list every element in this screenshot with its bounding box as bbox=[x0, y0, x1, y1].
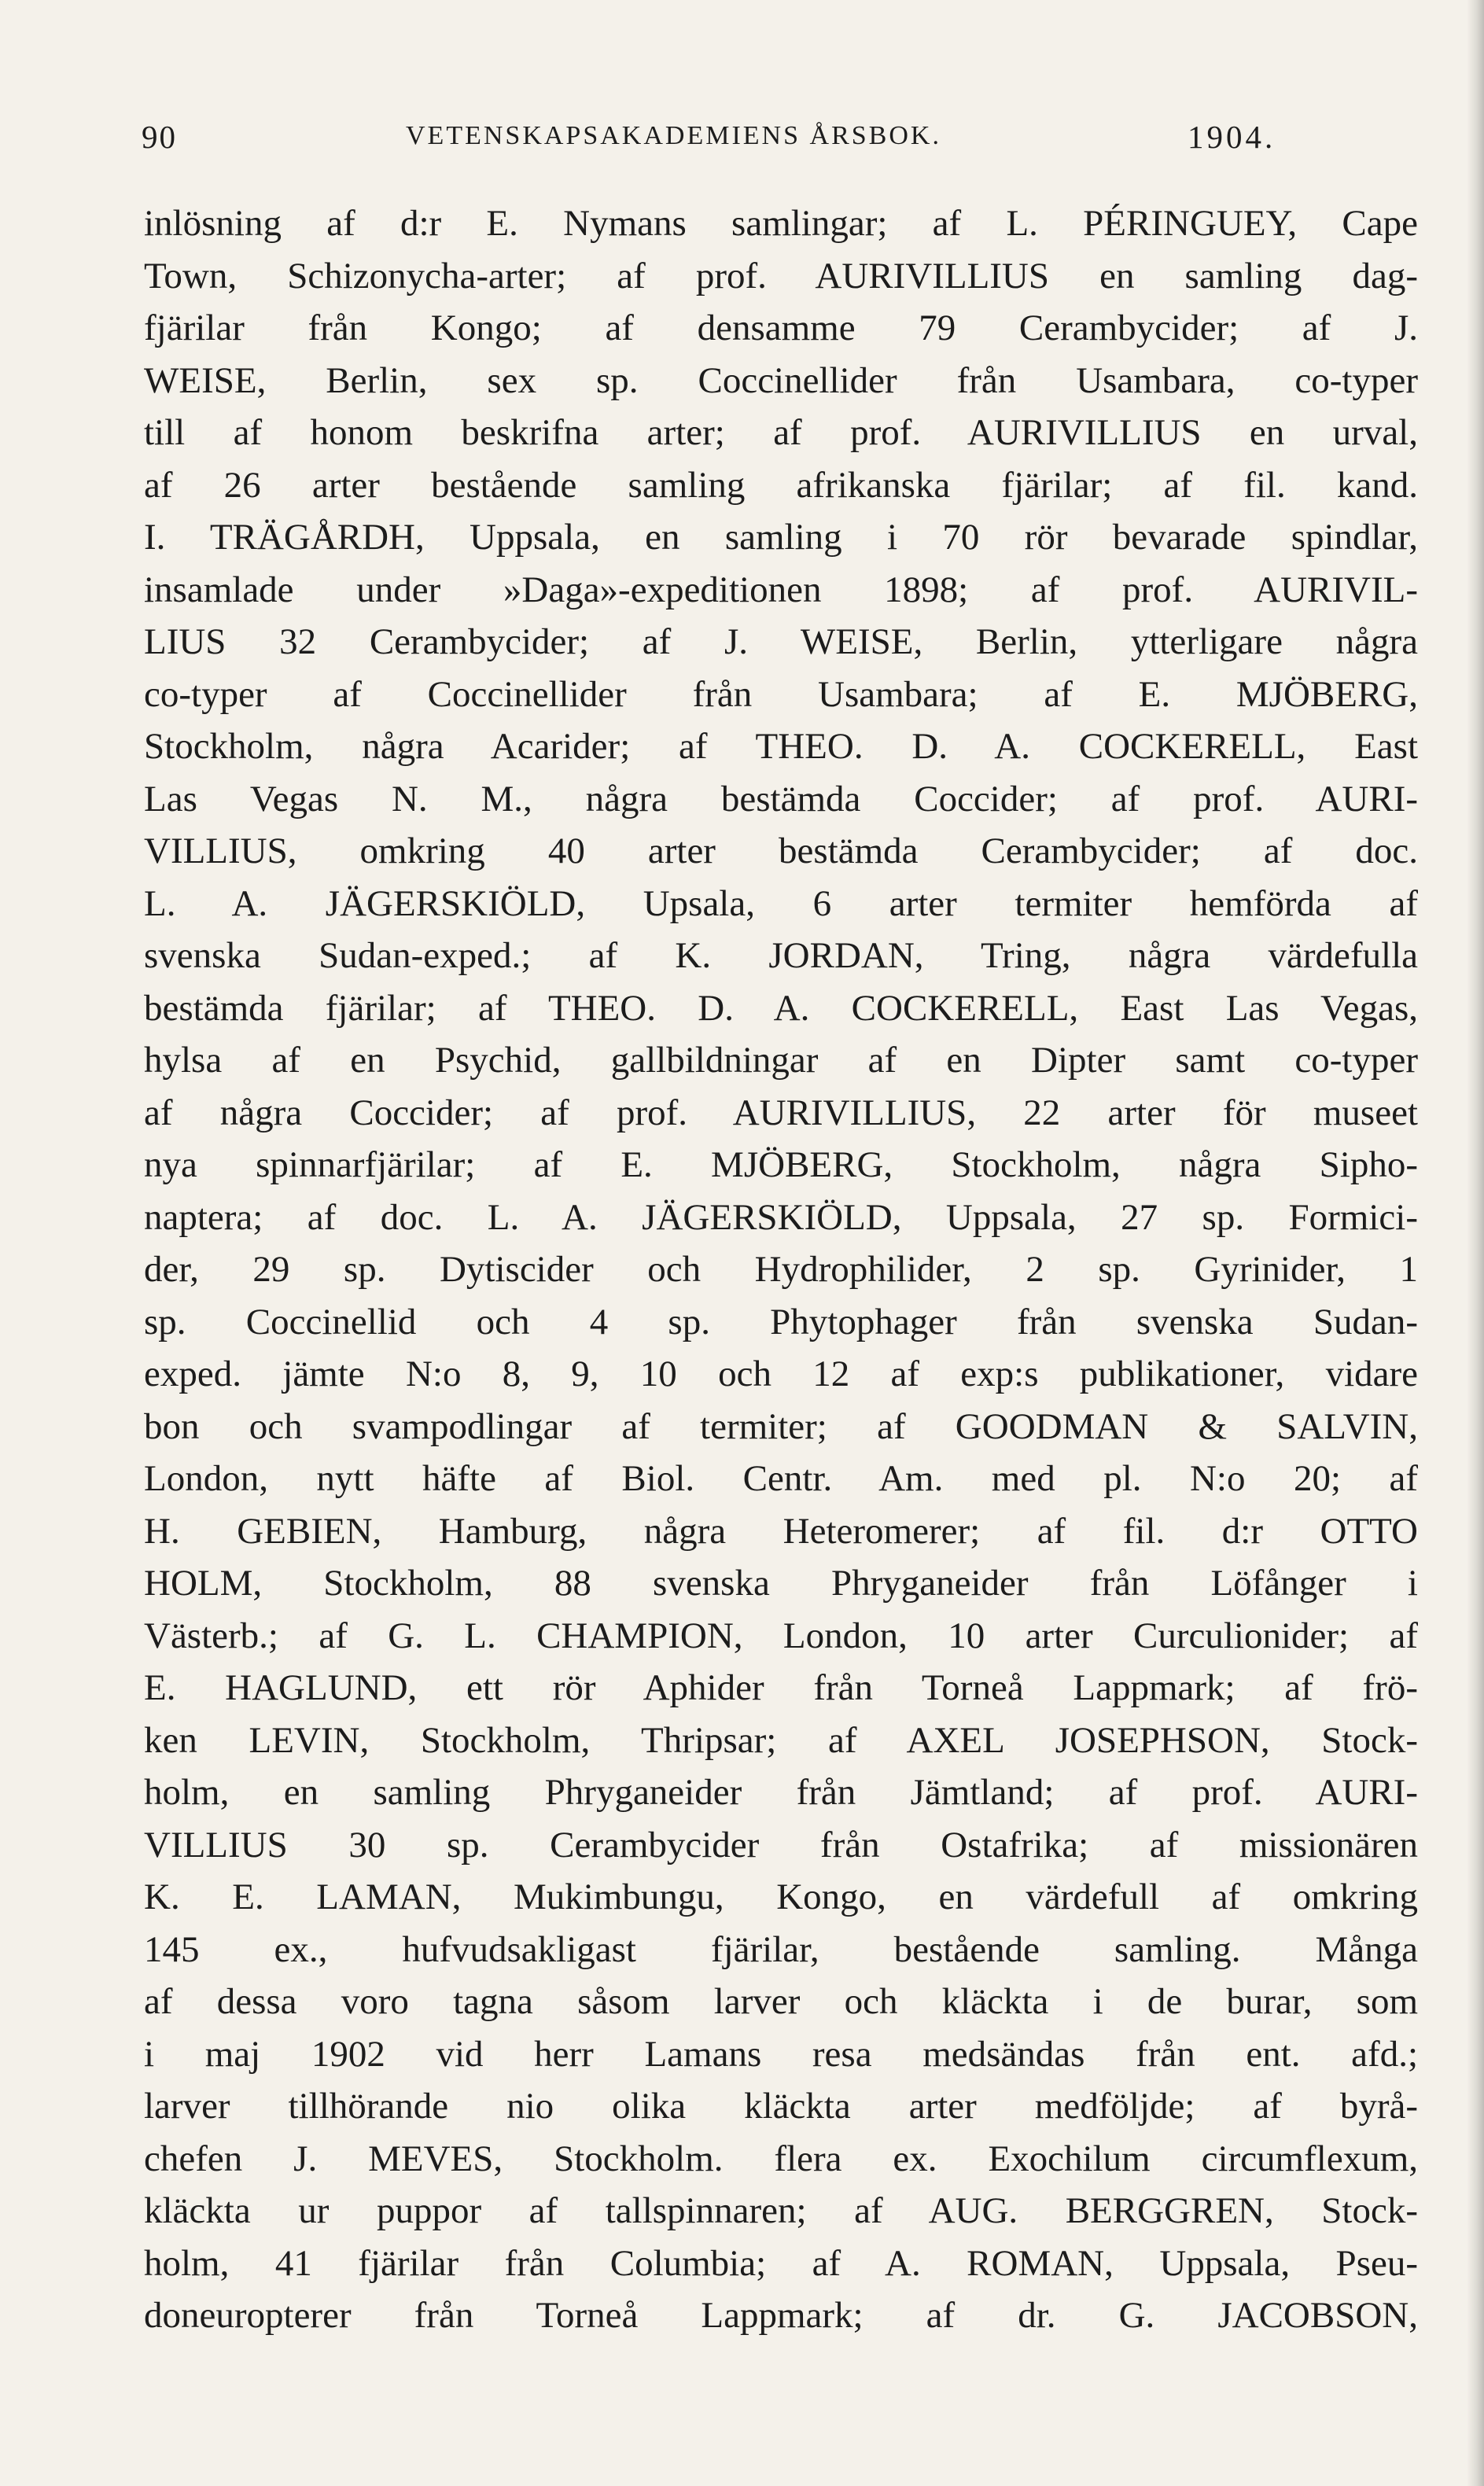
text-line: sp. Coccinellid och 4 sp. Phytophager från svenska Sudan- bbox=[144, 1301, 1418, 1342]
text-line: larver tillhörande nio olika kläckta arter medföljde; af byrå- bbox=[144, 2086, 1418, 2127]
text-line: Västerb.; af G. L. CHAMPION, London, 10 arter Curculionider; af bbox=[144, 1615, 1418, 1656]
text-line: exped. jämte N:o 8, 9, 10 och 12 af exp:s publikationer, vidare bbox=[144, 1353, 1418, 1394]
text-line: K. E. LAMAN, Mukimbungu, Kongo, en värdefull af omkring bbox=[144, 1876, 1418, 1917]
text-line: nya spinnarfjärilar; af E. MJÖBERG, Stockholm, några Sipho- bbox=[144, 1144, 1418, 1185]
text-line: af 26 arter bestående samling afrikanska fjärilar; af fil. kand. bbox=[144, 464, 1418, 506]
text-line: HOLM, Stockholm, 88 svenska Phryganeider från Löfånger i bbox=[144, 1563, 1418, 1604]
text-line: der, 29 sp. Dytiscider och Hydrophilider, 2 sp. Gyrinider, 1 bbox=[144, 1249, 1418, 1290]
text-line: WEISE, Berlin, sex sp. Coccinellider från Usambara, co-typer bbox=[144, 359, 1418, 401]
text-line: H. GEBIEN, Hamburg, några Heteromerer; af fil. d:r OTTO bbox=[144, 1510, 1418, 1552]
text-line: till af honom beskrifna arter; af prof. AURIVILLIUS en urval, bbox=[144, 412, 1418, 453]
text-line: insamlade under »Daga»-expeditionen 1898; af prof. AURIVIL- bbox=[144, 569, 1418, 610]
text-line: af några Coccider; af prof. AURIVILLIUS, 22 arter för museet bbox=[144, 1092, 1418, 1133]
running-head: VETENSKAPSAKADEMIENS ÅRSBOK. bbox=[406, 121, 941, 150]
page-edge-shadow bbox=[1467, 0, 1484, 2486]
text-line: holm, 41 fjärilar från Columbia; af A. ROMAN, Uppsala, Pseu- bbox=[144, 2242, 1418, 2284]
page-header bbox=[142, 118, 1417, 165]
text-line: VILLIUS, omkring 40 arter bestämda Cerambycider; af doc. bbox=[144, 831, 1418, 871]
text-line: ken LEVIN, Stockholm, Thripsar; af AXEL JOSEPHSON, Stock- bbox=[144, 1719, 1418, 1761]
text-line: af dessa voro tagna såsom larver och kläckta i de burar, som bbox=[144, 1981, 1418, 2022]
text-line: naptera; af doc. L. A. JÄGERSKIÖLD, Uppsala, 27 sp. Formici- bbox=[144, 1196, 1418, 1238]
text-line: VILLIUS 30 sp. Cerambycider från Ostafrika; af missionären bbox=[144, 1824, 1418, 1865]
text-line: doneuropterer från Torneå Lappmark; af dr. G. JACOBSON, bbox=[144, 2295, 1418, 2336]
text-line: Town, Schizonycha-arter; af prof. AURIVILLIUS en samling dag- bbox=[144, 255, 1418, 296]
text-line: Stockholm, några Acarider; af THEO. D. A. COCKERELL, East bbox=[144, 726, 1418, 767]
text-line: E. HAGLUND, ett rör Aphider från Torneå Lappmark; af frö- bbox=[144, 1667, 1418, 1708]
text-line: svenska Sudan-exped.; af K. JORDAN, Tring, några värdefulla bbox=[144, 935, 1418, 976]
text-line: kläckta ur puppor af tallspinnaren; af AUG. BERGGREN, Stock- bbox=[144, 2190, 1418, 2231]
header-year: 1904. bbox=[1188, 119, 1276, 155]
text-line: inlösning af d:r E. Nymans samlingar; af L. PÉRINGUEY, Cape bbox=[144, 203, 1418, 244]
text-line: i maj 1902 vid herr Lamans resa medsändas från ent. afd.; bbox=[144, 2033, 1418, 2075]
text-line: London, nytt häfte af Biol. Centr. Am. med pl. N:o 20; af bbox=[144, 1458, 1418, 1499]
text-line: bon och svampodlingar af termiter; af GOODMAN & SALVIN, bbox=[144, 1405, 1418, 1447]
body-text bbox=[144, 197, 1418, 2342]
text-line: fjärilar från Kongo; af densamme 79 Cerambycider; af J. bbox=[144, 308, 1418, 348]
text-line: 145 ex., hufvudsakligast fjärilar, bestående samling. Många bbox=[144, 1928, 1418, 1970]
text-line: bestämda fjärilar; af THEO. D. A. COCKERELL, East Las Vegas, bbox=[144, 987, 1418, 1029]
text-line: LIUS 32 Cerambycider; af J. WEISE, Berlin, ytterligare några bbox=[144, 621, 1418, 662]
text-line: Las Vegas N. M., några bestämda Coccider; af prof. AURI- bbox=[144, 778, 1418, 819]
text-line: L. A. JÄGERSKIÖLD, Upsala, 6 arter termiter hemförda af bbox=[144, 882, 1418, 924]
text-line: I. TRÄGÅRDH, Uppsala, en samling i 70 rör bevarade spindlar, bbox=[144, 517, 1418, 558]
text-line: holm, en samling Phryganeider från Jämtland; af prof. AURI- bbox=[144, 1772, 1418, 1813]
text-line: chefen J. MEVES, Stockholm. flera ex. Exochilum circumflexum, bbox=[144, 2138, 1418, 2179]
page-number: 90 bbox=[142, 119, 177, 155]
text-line: co-typer af Coccinellider från Usambara; af E. MJÖBERG, bbox=[144, 673, 1418, 715]
text-line: hylsa af en Psychid, gallbildningar af en Dipter samt co-typer bbox=[144, 1040, 1418, 1081]
